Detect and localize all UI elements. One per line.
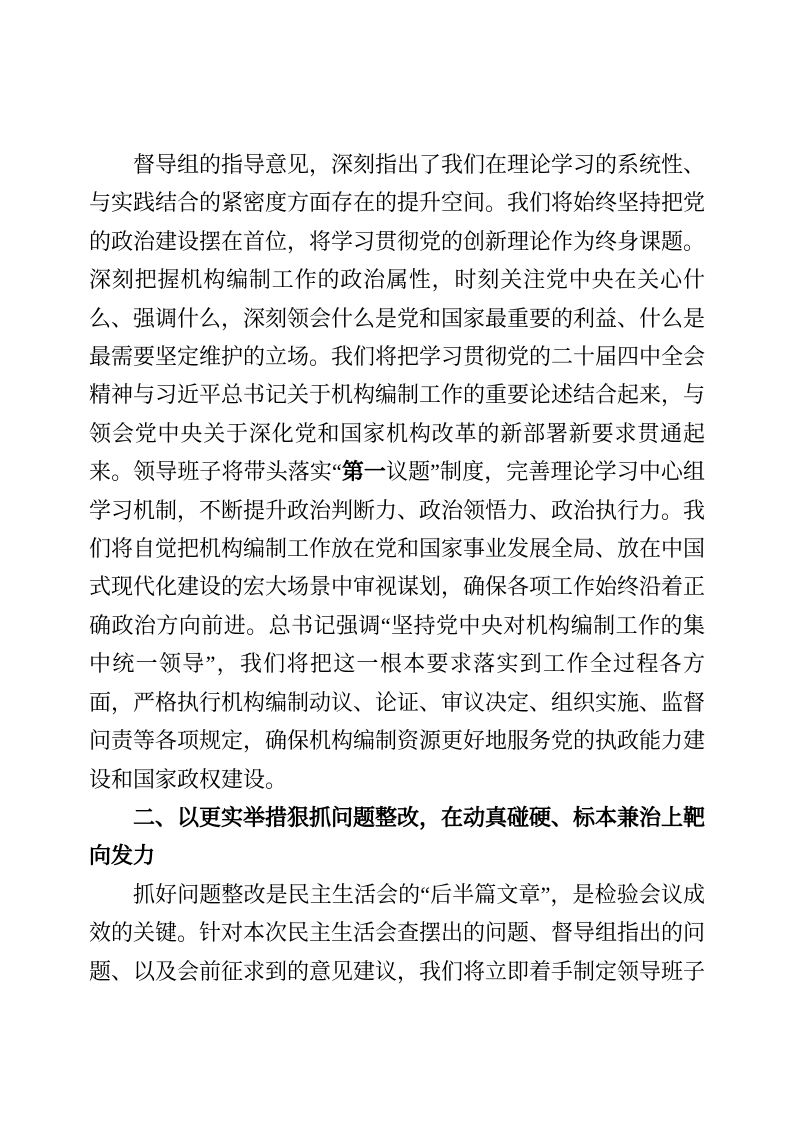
paragraph-theory-study-emphasis: 第一 (341, 459, 386, 485)
paragraph-theory-study (89, 146, 705, 799)
document-body (89, 146, 705, 991)
paragraph-rectification: 抓好问题整改是民主生活会的“后半篇文章”，是检验会议成效的关键。针对本次民主生活会查摆出的问题、督导组指出的问题、以及会前征求到的意见建议，我们将立即着手制定领导班子 (89, 881, 706, 984)
paragraph-theory-study-lead: 督导组的指导意见，深刻指出了我们在理论学习的系统性、与实践结合的紧密度方面存在的提升空间。我们将始终坚持把党的政治建设摆在首位，将学习贯彻党的创新理论作为终身课题。深刻把握机构编制工作的政治属性，时刻关注党中央在关心什么、强调什么，深刻领会什么是党和国家最重要的利益、什么是最需要坚定维护的立场。我们将把学习贯彻党的二十届四中全会精神与习近平总书记关于机构编制工作的重要论述结合起来，与领会党中央关于深化党和国家机构改革的新部署新要求贯通起来。领导班子将带头落实“ (89, 152, 706, 485)
section-heading-two: 二、以更实举措狠抓问题整改，在动真碰硬、标本兼治上靶向发力 (89, 804, 706, 869)
paragraph-theory-study-tail: 议题”制度，完善理论学习中心组学习机制，不断提升政治判断力、政治领悟力、政治执行力。我们将自觉把机构编制工作放在党和国家事业发展全局、放在中国式现代化建设的宏大场景中审视谋划，确保各项工作始终沿着正确政治方向前进。总书记强调“坚持党中央对机构编制工作的集中统一领导”，我们将把这一根本要求落实到工作全过程各方面，严格执行机构编制动议、论证、审议决定、组织实施、监督问责等各项规定，确保机构编制资源更好地服务党的执政能力建设和国家政权建设。 (89, 459, 706, 792)
